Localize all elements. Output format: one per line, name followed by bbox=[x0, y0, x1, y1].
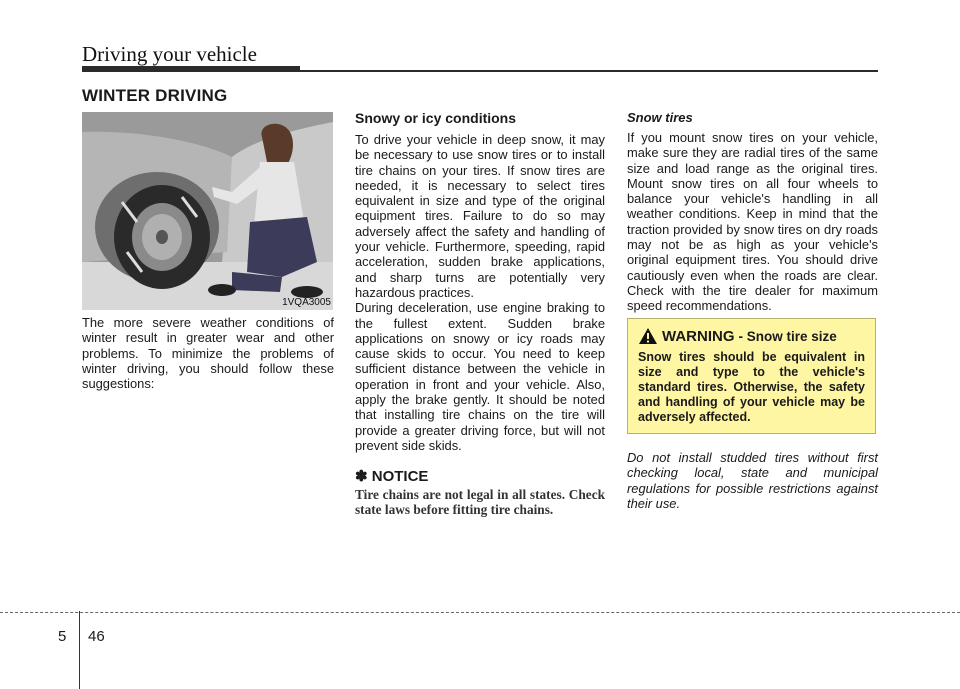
footer-vertical-line bbox=[79, 611, 80, 689]
warning-label: WARNING bbox=[662, 327, 735, 345]
snowy-conditions-title: Snowy or icy conditions bbox=[355, 110, 517, 126]
snow-tires-paragraph: If you mount snow tires on your vehicle, make sure they are radial tires of the same size and load range as the original tires. Mount snow tires on all four wheels to balance your vehicle's handling in all weather conditions. Keep in mind that the traction provided by snow tires on dry roads may not be as high as your vehicle's original equipment tires. You should drive cautiously even when the roads are clear. Check with the tire dealer for maximum speed recommendations. bbox=[627, 130, 878, 314]
intro-paragraph: The more severe weather conditions of winter result in greater wear and other problems. To minimize the problems of winter driving, you should follow these suggestions: bbox=[82, 315, 334, 392]
figure-code: 1VQA3005 bbox=[282, 297, 331, 308]
warning-triangle-icon bbox=[638, 327, 658, 345]
notice-title: ✽ NOTICE bbox=[355, 468, 429, 486]
snow-tires-title: Snow tires bbox=[627, 110, 693, 125]
notice-body: Tire chains are not legal in all states. Check state laws before fitting tire chains. bbox=[355, 487, 605, 518]
snowy-paragraph-1: To drive your vehicle in deep snow, it may be necessary to use snow tires or to install tire chains on your tires. If snow tires are needed, it is necessary to select tires equivalent in size and type of the original equipment tires. Failure to do so may adversely affect the safety and handling of your vehicle. Furthermore, speeding, rapid acceleration, sudden brake applications, and sharp turns are potentially very hazardous practices. bbox=[355, 132, 605, 300]
warning-box bbox=[627, 318, 876, 434]
warning-subtitle: - Snow tire size bbox=[738, 328, 837, 344]
footer-dashed-line bbox=[0, 612, 960, 613]
footer-page-number: 46 bbox=[88, 628, 105, 645]
snowy-paragraph-2: During deceleration, use engine braking to the fullest extent. Sudden brake applications on snowy or icy roads may cause skids to occur. You need to keep sufficient distance between the vehicle in operation in front and your vehicle. Also, apply the brake gently. It should be noted that installing tire chains on the tire will provide a greater driving force, but will not prevent side skids. bbox=[355, 300, 605, 453]
tire-chain-illustration bbox=[82, 112, 333, 310]
header-rule-thick bbox=[82, 66, 300, 72]
illustration-woman-installing-tire-chain bbox=[82, 112, 333, 310]
header-rule-thin bbox=[300, 70, 878, 72]
section-title: WINTER DRIVING bbox=[82, 86, 228, 105]
footer-chapter-number: 5 bbox=[58, 628, 67, 645]
column-snow-tires bbox=[627, 110, 878, 314]
header-title: Driving your vehicle bbox=[82, 42, 257, 66]
column-snowy-conditions bbox=[355, 110, 605, 517]
warning-header bbox=[638, 327, 865, 345]
warning-body: Snow tires should be equivalent in size and type to the vehicle's standard tires. Otherwise, the safety and handling of your vehicle may be adversely affected. bbox=[638, 350, 865, 424]
studded-tires-note: Do not install studded tires without first checking local, state and municipal regulations for possible restrictions against their use. bbox=[627, 450, 878, 511]
